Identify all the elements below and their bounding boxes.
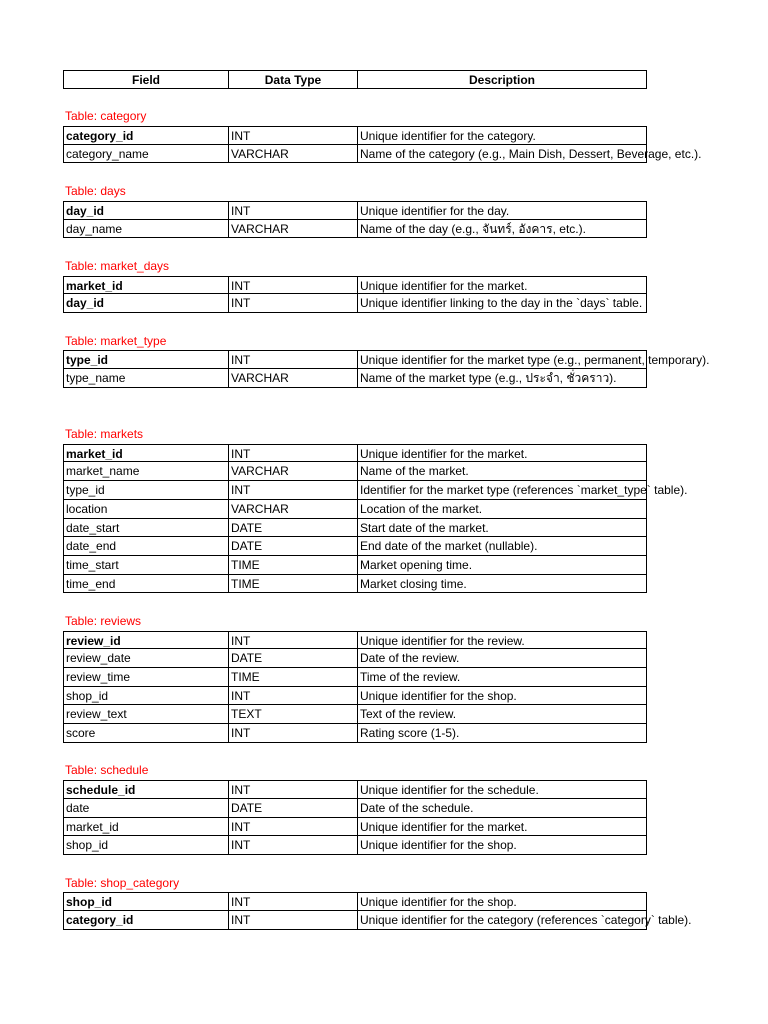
description-cell: Time of the review.: [358, 668, 647, 687]
type-cell: TIME: [229, 668, 358, 687]
schema-document: [63, 70, 710, 930]
field-cell: date_end: [63, 537, 229, 556]
type-cell: VARCHAR: [229, 462, 358, 481]
field-cell: day_id: [63, 294, 229, 313]
field-cell: time_start: [63, 556, 229, 575]
type-cell: INT: [229, 892, 358, 911]
type-cell: VARCHAR: [229, 500, 358, 519]
type-cell: INT: [229, 911, 358, 930]
field-cell: review_id: [63, 631, 229, 650]
table-row: [63, 575, 647, 594]
description-cell: Name of the market.: [358, 462, 647, 481]
table-row: [63, 145, 702, 164]
description-cell: Identifier for the market type (references `market_type` table).: [358, 481, 647, 500]
description-cell: Unique identifier for the market type (e.g., permanent, temporary).: [358, 350, 647, 369]
description-cell: Start date of the market.: [358, 519, 647, 538]
description-cell: Unique identifier for the shop.: [358, 892, 647, 911]
field-cell: market_id: [63, 276, 229, 295]
type-cell: TIME: [229, 556, 358, 575]
description-cell: Text of the review.: [358, 705, 647, 724]
table-row: [63, 481, 688, 500]
table-row: [63, 294, 647, 313]
field-cell: category_id: [63, 911, 229, 930]
type-cell: DATE: [229, 649, 358, 668]
description-cell: Unique identifier for the shop.: [358, 836, 647, 855]
field-cell: date: [63, 799, 229, 818]
description-cell: Name of the market type (e.g., ประจำ, ชั่วคราว).: [358, 369, 647, 388]
type-cell: INT: [229, 724, 358, 743]
type-cell: INT: [229, 350, 358, 369]
type-cell: INT: [229, 294, 358, 313]
field-cell: type_id: [63, 481, 229, 500]
field-cell: review_date: [63, 649, 229, 668]
header-description: Description: [358, 70, 647, 89]
field-cell: schedule_id: [63, 780, 229, 799]
description-cell: Unique identifier for the shop.: [358, 687, 647, 706]
field-cell: date_start: [63, 519, 229, 538]
field-cell: shop_id: [63, 687, 229, 706]
description-cell: Rating score (1-5).: [358, 724, 647, 743]
table-label: Table: market_days: [65, 258, 170, 273]
field-cell: market_id: [63, 444, 229, 463]
field-cell: market_id: [63, 818, 229, 837]
table-row: [63, 724, 647, 743]
table-row: [63, 462, 647, 481]
description-cell: Unique identifier for the market.: [358, 444, 647, 463]
field-cell: type_id: [63, 350, 229, 369]
description-cell: End date of the market (nullable).: [358, 537, 647, 556]
description-cell: Name of the day (e.g., จันทร์, อังคาร, etc.).: [358, 220, 647, 239]
type-cell: DATE: [229, 799, 358, 818]
table-row: [63, 631, 647, 650]
field-cell: type_name: [63, 369, 229, 388]
description-cell: Date of the review.: [358, 649, 647, 668]
header-data-type: Data Type: [229, 70, 358, 89]
table-row: [63, 799, 647, 818]
description-cell: Name of the category (e.g., Main Dish, Dessert, Beverage, etc.).: [358, 145, 647, 164]
field-cell: category_name: [63, 145, 229, 164]
table-label: Table: schedule: [65, 763, 149, 778]
type-cell: INT: [229, 201, 358, 220]
table-row: [63, 500, 647, 519]
type-cell: INT: [229, 818, 358, 837]
table-row: [63, 126, 647, 145]
table-row: [63, 350, 710, 369]
table-label: Table: market_type: [65, 333, 167, 348]
field-cell: review_text: [63, 705, 229, 724]
table-row: [63, 668, 647, 687]
table-label: Table: category: [65, 109, 147, 124]
description-cell: Market opening time.: [358, 556, 647, 575]
table-row: [63, 519, 647, 538]
header-field: Field: [63, 70, 229, 89]
table-row: [63, 444, 647, 463]
type-cell: INT: [229, 481, 358, 500]
field-cell: category_id: [63, 126, 229, 145]
table-row: [63, 687, 647, 706]
type-cell: INT: [229, 444, 358, 463]
table-row: [63, 892, 647, 911]
table-row: [63, 556, 647, 575]
table-row: [63, 649, 647, 668]
type-cell: INT: [229, 276, 358, 295]
table-label: Table: days: [65, 184, 126, 199]
field-cell: score: [63, 724, 229, 743]
field-cell: time_end: [63, 575, 229, 594]
type-cell: DATE: [229, 537, 358, 556]
field-cell: shop_id: [63, 836, 229, 855]
description-cell: Unique identifier for the review.: [358, 631, 647, 650]
field-cell: market_name: [63, 462, 229, 481]
description-cell: Unique identifier for the market.: [358, 276, 647, 295]
table-row: [63, 836, 647, 855]
table-sections: [63, 107, 710, 929]
type-cell: INT: [229, 631, 358, 650]
type-cell: VARCHAR: [229, 145, 358, 164]
table-row: [63, 276, 647, 295]
table-label: Table: shop_category: [65, 875, 180, 890]
field-cell: location: [63, 500, 229, 519]
type-cell: VARCHAR: [229, 220, 358, 239]
field-cell: day_id: [63, 201, 229, 220]
type-cell: DATE: [229, 519, 358, 538]
table-row: [63, 780, 647, 799]
table-label: Table: reviews: [65, 613, 142, 628]
description-cell: Unique identifier for the market.: [358, 818, 647, 837]
field-cell: day_name: [63, 220, 229, 239]
table-row: [63, 537, 647, 556]
type-cell: INT: [229, 836, 358, 855]
type-cell: VARCHAR: [229, 369, 358, 388]
table-label: Table: markets: [65, 427, 144, 442]
description-cell: Unique identifier for the category (references `category` table).: [358, 911, 647, 930]
table-row: [63, 818, 647, 837]
description-cell: Location of the market.: [358, 500, 647, 519]
description-cell: Market closing time.: [358, 575, 647, 594]
type-cell: TEXT: [229, 705, 358, 724]
description-cell: Unique identifier for the category.: [358, 126, 647, 145]
type-cell: TIME: [229, 575, 358, 594]
table-row: [63, 201, 647, 220]
type-cell: INT: [229, 687, 358, 706]
table-row: [63, 705, 647, 724]
table-row: [63, 911, 692, 930]
type-cell: INT: [229, 780, 358, 799]
description-cell: Unique identifier for the schedule.: [358, 780, 647, 799]
description-cell: Unique identifier linking to the day in the `days` table.: [358, 294, 647, 313]
description-cell: Date of the schedule.: [358, 799, 647, 818]
description-cell: Unique identifier for the day.: [358, 201, 647, 220]
table-row: [63, 369, 647, 388]
type-cell: INT: [229, 126, 358, 145]
field-cell: review_time: [63, 668, 229, 687]
field-cell: shop_id: [63, 892, 229, 911]
column-header-row: [63, 70, 647, 89]
table-row: [63, 220, 647, 239]
